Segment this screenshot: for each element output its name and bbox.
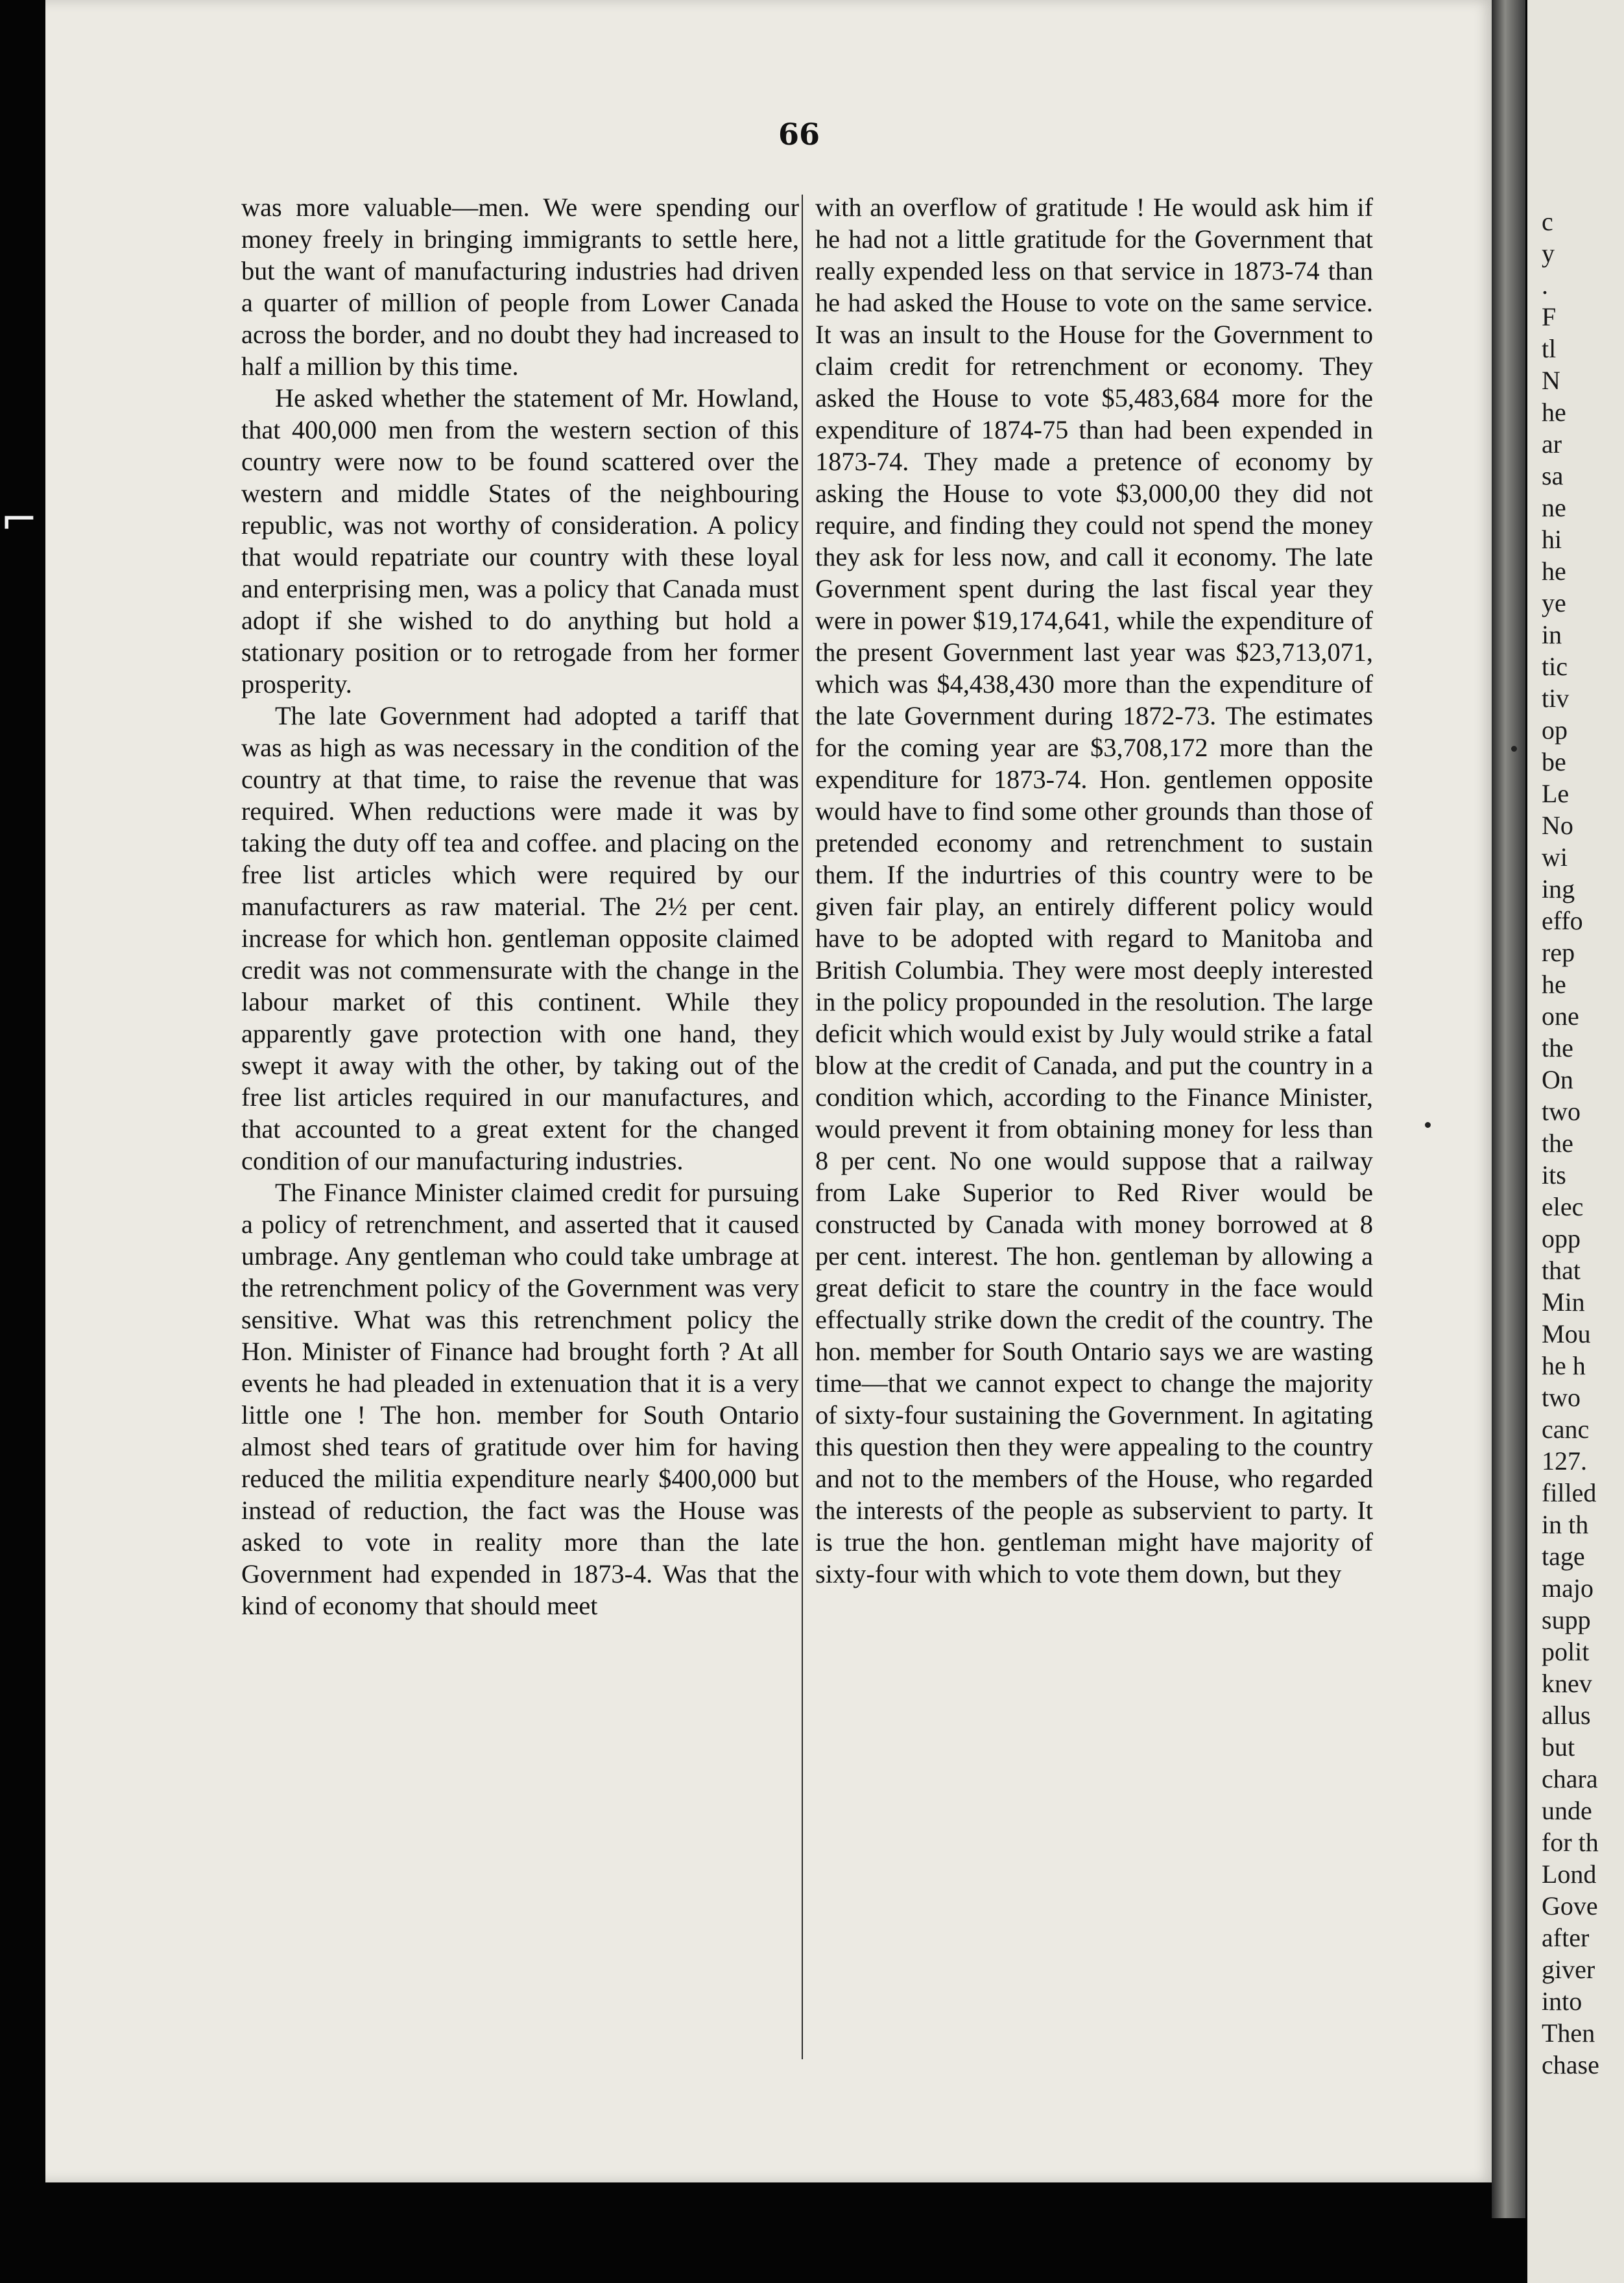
facing-page-fragment: chase xyxy=(1542,2050,1599,2079)
facing-page-fragment: canc xyxy=(1542,1415,1590,1444)
facing-page-fragment: On xyxy=(1542,1065,1573,1094)
paragraph: with an overflow of gratitude ! He would ask him if he had not a little gratitude for the Government that really expended less on that service in 1873-74 than he had asked the House to vote on the same service. It was an insult to the House for the Government to claim credit for retrenchment or economy. They asked the House to vote $5,483,684 more for the expenditure of 1874-75 than had been expended in 1873-74. They made a pretence of economy by asking the House to vote $3,000,00 they did not require, and finding they could not spend the money they ask for less now, and call it economy. The late Government spent during the last fiscal year they were in power $19,174,641, while the expenditure of the present Government last year was $23,713,071, which was $4,438,430 more than the expenditure of the late Government during 1872-73. The estimates for the coming year are $3,708,172 more than the expenditure for 1873-74. Hon. gentlemen opposite would have to find some other grounds than those of pretended economy and retrenchment to sustain them. If the indurtries of this country were to be given fair play, an entirely different policy would have to be adopted with regard to Manitoba and British Columbia. They were most deeply interested in the policy propounded in the resolution. The large deficit which would exist by July would strike a fatal blow at the credit of Canada, and put the country in a condition which, according to the Finance Minister, would prevent it from obtaining money for less than 8 per cent. No one would suppose that a railway from Lake Superior to Red River would be constructed by Canada with money borrowed at 8 per cent. interest. The hon. gentleman by allowing a great deficit to stare the country in the face would effectually strike down the credit of the country. The hon. member for South Ontario says we are wasting time—that we cannot expect to change the majority of sixty-four sustaining the Government. In agitating this question then they were appealing to the country and not to the members of the House, who regarded the interests of the people as subservient to party. It is true the hon. gentleman might have majority of sixty-four with which to vote them down, but they xyxy=(815,193,1373,1588)
facing-page-fragment: one xyxy=(1542,1001,1579,1031)
facing-page-fragment: 127. xyxy=(1542,1446,1587,1476)
facing-page-fragment: tic xyxy=(1542,652,1568,681)
facing-page-fragment: filled xyxy=(1542,1478,1597,1507)
facing-page-fragment: tage xyxy=(1542,1542,1585,1571)
facing-page-fragment: that xyxy=(1542,1256,1581,1285)
facing-page-fragment: ar xyxy=(1542,429,1562,459)
facing-page-fragment: Mou xyxy=(1542,1319,1591,1348)
facing-page-fragment: F xyxy=(1542,302,1557,331)
facing-page-fragment: two xyxy=(1542,1097,1581,1126)
facing-page-fragment: into xyxy=(1542,1987,1582,2016)
facing-page-fragment: sa xyxy=(1542,461,1564,490)
paragraph: He asked whether the statement of Mr. Howland, that 400,000 men from the western section of this country were now to be found scattered over the western and middle States of the neighbouring republic, was not worthy of consideration. A policy that would repatriate our country with these loyal and enterprising men, was a policy that Canada must adopt if she wished to do anything but hold a stationary position or to retrogade from her former prosperity. xyxy=(241,383,799,699)
facing-page-fragment: the xyxy=(1542,1033,1573,1062)
facing-page-fragment: Le xyxy=(1542,779,1570,808)
facing-page-fragment: knev xyxy=(1542,1669,1592,1698)
scan-speck xyxy=(1425,1122,1431,1128)
facing-page-fragment: two xyxy=(1542,1383,1581,1412)
paragraph: The late Government had adopted a tariff that was as high as was necessary in the condition of the country at that time, to raise the revenue that was required. When reductions were made it was by taking the duty off tea and coffee. and placing on the free list articles which were required by our manufacturers as raw material. The 2½ per cent. increase for which hon. gentleman opposite claimed credit was not commensurate with the change in the labour market of this continent. While they apparently gave protection with one hand, they swept it away with the other, by taking out of the free list articles required in our manufactures, and that accounted to a great extent for the changed condition of our manufacturing industries. xyxy=(241,701,799,1175)
paragraph: was more valuable—men. We were spending our money freely in bringing immigrants to settle here, but the want of manufacturing industries had driven a quarter of million of people from Lower Canada across the border, and no doubt they had increased to half a million by this time. xyxy=(241,193,799,381)
facing-page-fragment: allus xyxy=(1542,1701,1591,1730)
facing-page-fragment: Lond xyxy=(1542,1859,1597,1889)
facing-page-fragment: Min xyxy=(1542,1287,1585,1317)
facing-page-fragment: the xyxy=(1542,1129,1573,1158)
facing-page-fragment: for th xyxy=(1542,1828,1599,1857)
column-divider xyxy=(802,195,803,2059)
facing-page-fragment: wi xyxy=(1542,843,1568,872)
facing-page-fragment: effo xyxy=(1542,906,1583,935)
facing-page-fragment: supp xyxy=(1542,1605,1591,1634)
facing-page-fragment: ne xyxy=(1542,493,1566,522)
facing-page-fragment: elec xyxy=(1542,1192,1584,1221)
facing-page-fragment: tiv xyxy=(1542,684,1570,713)
facing-page-fragment: he xyxy=(1542,398,1566,427)
facing-page-fragment: majo xyxy=(1542,1573,1594,1603)
facing-page-fragment: c xyxy=(1542,207,1553,236)
left-column xyxy=(241,191,799,1621)
facing-page-fragment: tl xyxy=(1542,334,1557,363)
facing-page-fragment: ye xyxy=(1542,588,1566,617)
right-column xyxy=(815,191,1373,1590)
facing-page-fragment: giver xyxy=(1542,1955,1595,1984)
page-number: 66 xyxy=(778,117,820,152)
facing-page-fragment: ing xyxy=(1542,874,1575,903)
facing-page-fragment: in xyxy=(1542,620,1562,649)
paragraph: The Finance Minister claimed credit for pursuing a policy of retrenchment, and asserted that it caused umbrage. Any gentleman who could take umbrage at the retrenchment policy of the Government was very sensitive. What was this retrenchment policy the Hon. Minister of Finance had brought forth ? At all events he had pleaded in extenuation that it is a very little one ! The hon. member for South Ontario almost shed tears of gratitude over him for having reduced the militia expenditure nearly $400,000 but instead of reduction, the fact was the House was asked to vote in reality more than the late Government had expended in 1873-4. Was that the kind of economy that should meet xyxy=(241,1178,799,1620)
facing-page-fragment: chara xyxy=(1542,1764,1598,1793)
facing-page-fragment: in th xyxy=(1542,1510,1589,1539)
facing-page-fragment: he h xyxy=(1542,1351,1586,1380)
facing-page-fragment: Then xyxy=(1542,2018,1595,2048)
facing-page-fragment: be xyxy=(1542,747,1566,776)
book-spine xyxy=(1492,0,1525,2218)
facing-page-fragment: he xyxy=(1542,556,1566,586)
facing-page-fragment: . xyxy=(1542,270,1548,300)
facing-page-fragment: its xyxy=(1542,1160,1566,1189)
facing-page-fragment: after xyxy=(1542,1923,1590,1952)
facing-page-fragment: N xyxy=(1542,366,1560,395)
facing-page-edge xyxy=(1527,0,1624,2283)
facing-page-fragment: No xyxy=(1542,811,1573,840)
facing-page-fragment: but xyxy=(1542,1732,1575,1762)
facing-page-fragment: unde xyxy=(1542,1796,1592,1825)
facing-page-fragment: polit xyxy=(1542,1637,1590,1666)
facing-page-fragment: opp xyxy=(1542,1224,1581,1253)
scan-margin-mark: ⌐ xyxy=(0,493,38,546)
facing-page-fragment: hi xyxy=(1542,525,1562,554)
facing-page-fragment: y xyxy=(1542,239,1555,268)
scan-speck xyxy=(1511,746,1517,752)
facing-page-fragment: op xyxy=(1542,715,1568,745)
facing-page-fragment: rep xyxy=(1542,938,1575,967)
facing-page-fragment: Gove xyxy=(1542,1891,1598,1920)
facing-page-fragment: he xyxy=(1542,970,1566,999)
